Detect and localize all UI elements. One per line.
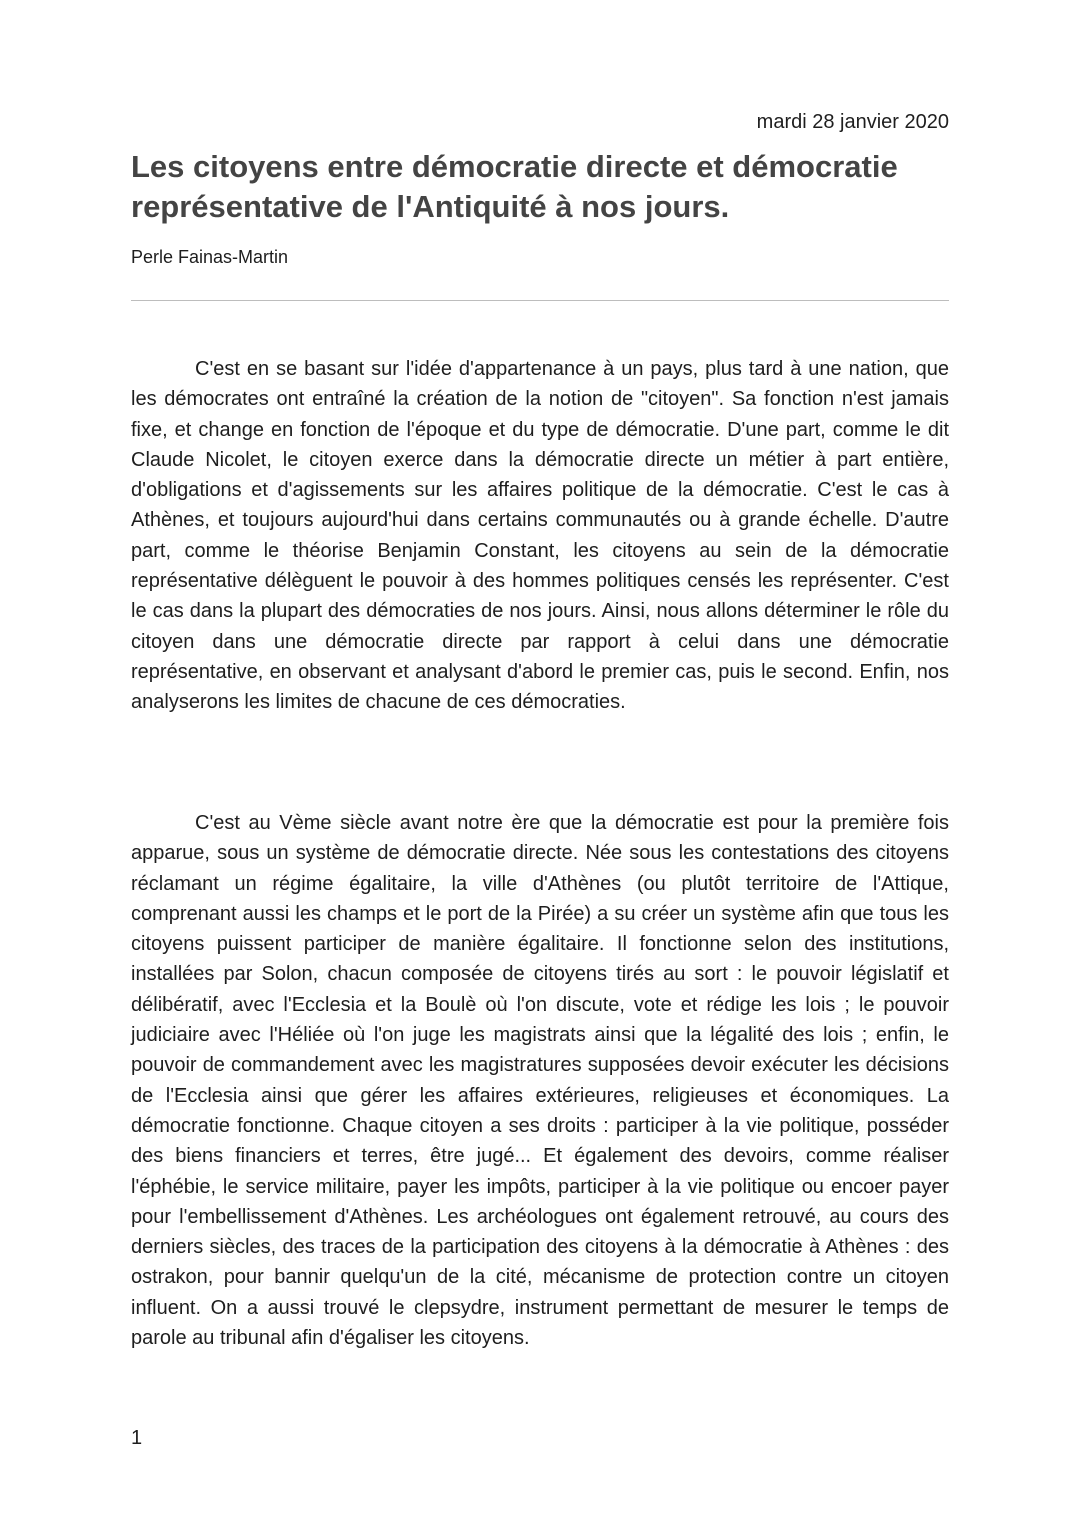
header-divider — [131, 300, 949, 301]
document-page — [131, 0, 949, 1527]
paragraph-direct-democracy: C'est au Vème siècle avant notre ère que la démocratie est pour la première fois apparue, sous un système de démocratie directe. Née sous les contestations des citoyens réclamant un régime égalitaire, la ville d'Athènes (ou plutôt territoire de l'Attique, comprenant aussi les champs et le port de la Pirée) a su créer un système afin que tous les citoyens puissent participer de manière égalitaire. Il fonctionne selon des institutions, installées par Solon, chacun composée de citoyens tirés au sort : le pouvoir législatif et délibératif, avec l'Ecclesia et la Boulè où l'on discute, vote et rédige les lois ; le pouvoir judiciaire avec l'Héliée où l'on juge les magistrats ainsi que la légalité des lois ; enfin, le pouvoir de commandement avec les magistratures supposées devoir exécuter les décisions de l'Ecclesia ainsi que gérer les affaires extérieures, religieuses et économiques. La démocratie fonctionne. Chaque citoyen a ses droits : participer à la vie politique, posséder des biens financiers et terres, être jugé... Et également des devoirs, comme réaliser l'éphébie, le service militaire, payer les impôts, participer à la vie politique ou encoer payer pour l'embellissement d'Athènes. Les archéologues ont également retrouvé, au cours des derniers siècles, des traces de la participation des citoyens à la démocratie à Athènes : des ostrakon, pour bannir quelqu'un de la cité, mécanisme de protection contre un citoyen influent. On a aussi trouvé le clepsydre, instrument permettant de mesurer le temps de parole au tribunal afin d'égaliser les citoyens. — [131, 812, 949, 1350]
page-number: 1 — [131, 1427, 143, 1449]
document-date: mardi 28 janvier 2020 — [756, 111, 949, 133]
paragraph-introduction: C'est en se basant sur l'idée d'appartenance à un pays, plus tard à une nation, que les démocrates ont entraîné la création de la notion de "citoyen". Sa fonction n'est jamais fixe, et change en fonction de l'époque et du type de démocratie. D'une part, comme le dit Claude Nicolet, le citoyen exerce dans la démocratie directe un métier à part entière, d'obligations et d'agissements sur les affaires politique de la démocratie. C'est le cas à Athènes, et toujours aujourd'hui dans certains communautés ou à grande échelle. D'autre part, comme le théorise Benjamin Constant, les citoyens au sein de la démocratie représentative délèguent le pouvoir à des hommes politiques censés les représenter. C'est le cas dans la plupart des démocraties de nos jours. Ainsi, nous allons déterminer le rôle du citoyen dans une démocratie directe par rapport à celui dans une démocratie représentative, en observant et analysant d'abord le premier cas, puis le second. Enfin, nos analyserons les limites de chacune de ces démocraties. — [131, 358, 949, 714]
document-author: Perle Fainas-Martin — [131, 247, 289, 267]
document-title: Les citoyens entre démocratie directe et démocratie représentative de l'Antiquité à nos jours. — [131, 149, 898, 224]
